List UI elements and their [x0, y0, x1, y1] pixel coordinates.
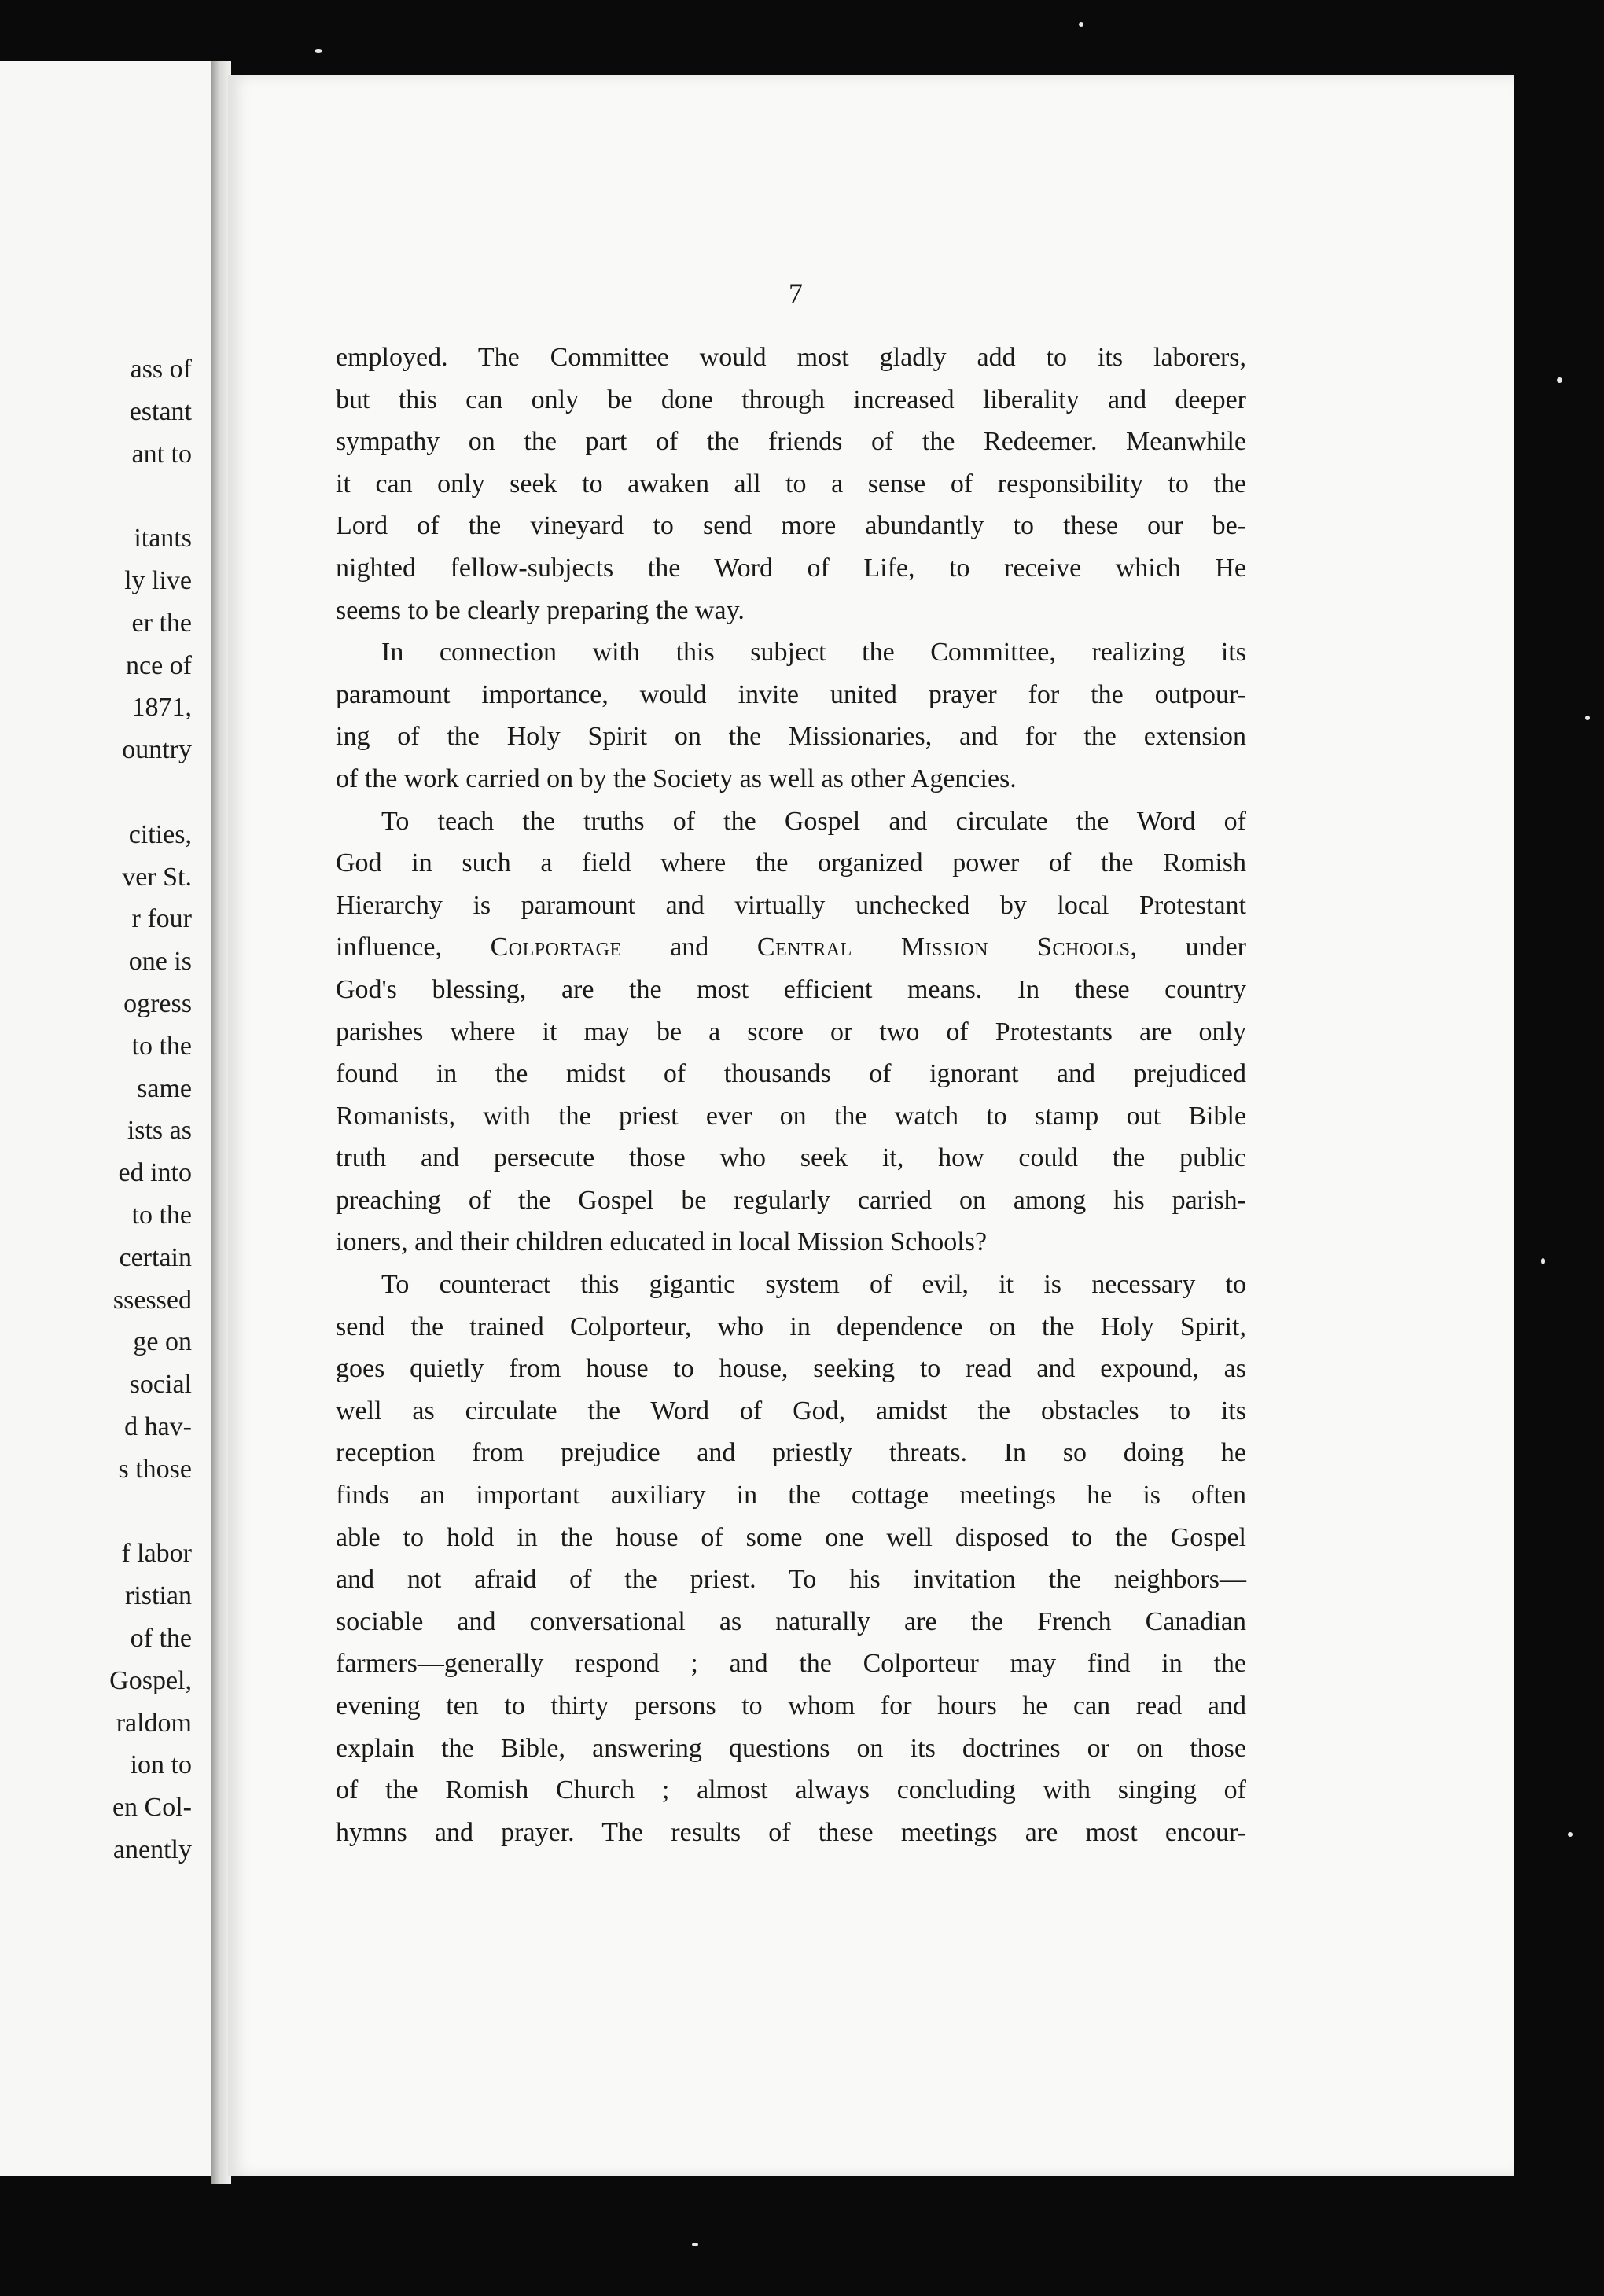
left-page-fragment: ly live [124, 566, 192, 595]
left-page-fragment: 1871, [131, 693, 192, 723]
text-segment: and [621, 933, 757, 962]
left-page-fragment: ion to [130, 1750, 192, 1780]
left-page-fragment: of the [130, 1624, 192, 1653]
left-page-fragment: ogress [123, 989, 192, 1018]
scan-speck [1585, 716, 1590, 720]
text-line: evening ten to thirty persons to whom for hours he can read and [336, 1691, 1246, 1720]
left-page-fragment: certain [119, 1242, 192, 1272]
left-page-fragment: ssessed [112, 1285, 192, 1315]
text-line: of the work carried on by the Society as well as other Agencies. [336, 763, 1017, 793]
text-line: sociable and conversational as naturally are the French Canadian [336, 1606, 1246, 1636]
text-line: of the Romish Church ; almost always concluding with singing of [336, 1775, 1246, 1805]
left-page-fragment: cities, [128, 819, 192, 849]
text-line: hymns and prayer. The results of these meetings are most encour- [336, 1817, 1246, 1847]
text-line: finds an important auxiliary in the cottage meetings he is often [336, 1481, 1246, 1510]
text-line: To teach the truths of the Gospel and circulate the Word of [381, 806, 1246, 836]
left-page-fragment: one is [128, 947, 192, 977]
scan-speck [1541, 1258, 1545, 1264]
left-page-fragment: raldom [116, 1708, 192, 1738]
left-page-fragment: ountry [122, 735, 192, 765]
left-page-fragment: ant to [131, 439, 192, 469]
text-line: able to hold in the house of some one well disposed to the Gospel [336, 1522, 1246, 1552]
text-line: it can only seek to awaken all to a sense of responsibility to the [336, 469, 1246, 499]
text-segment: , under [1130, 933, 1247, 962]
text-line: nighted fellow-subjects the Word of Life, to receive which He [336, 553, 1246, 583]
text-line: employed. The Committee would most gladly add to its laborers, [336, 343, 1246, 372]
text-line: send the trained Colporteur, who in dependence on the Holy Spirit, [336, 1312, 1246, 1341]
left-page-fragment: er the [131, 608, 192, 638]
text-line: preaching of the Gospel be regularly carried on among his parish- [336, 1185, 1246, 1215]
left-page-fragment: f labor [121, 1539, 192, 1569]
text-line: ioners, and their children educated in local Mission Schools? [336, 1227, 988, 1257]
left-page-fragment: d hav- [124, 1412, 192, 1441]
scan-speck [1568, 1832, 1573, 1837]
scan-speck [1079, 22, 1083, 27]
left-page-fragment: nce of [125, 650, 192, 680]
left-page-fragment: same [137, 1073, 192, 1103]
text-line: Lord of the vineyard to send more abundantly to these our be- [336, 511, 1246, 541]
text-line: sympathy on the part of the friends of the Redeemer. Meanwhile [336, 427, 1246, 457]
left-page-fragment: ver St. [122, 862, 192, 892]
text-line: reception from prejudice and priestly threats. In so doing he [336, 1438, 1246, 1468]
small-caps-text: Colportage [490, 933, 622, 962]
page-number: 7 [789, 278, 803, 309]
text-line: well as circulate the Word of God, amidst the obstacles to its [336, 1396, 1246, 1426]
left-page-fragment: anently [112, 1835, 192, 1864]
text-line: farmers—generally respond ; and the Colporteur may find in the [336, 1649, 1246, 1679]
scan-speck [1557, 377, 1562, 383]
text-segment: influence, [336, 933, 491, 962]
text-line: truth and persecute those who seek it, how could the public [336, 1143, 1246, 1173]
text-line: parishes where it may be a score or two of Protestants are only [336, 1017, 1246, 1047]
text-line: paramount importance, would invite united prayer for the outpour- [336, 679, 1246, 709]
scan-speck [315, 49, 322, 53]
left-page [0, 61, 214, 2176]
left-page-fragment: to the [131, 1031, 192, 1061]
text-line: In connection with this subject the Committee, realizing its [381, 638, 1246, 668]
left-page-fragment: itants [134, 524, 192, 554]
small-caps-text: Central Mission Schools [756, 933, 1131, 962]
left-page-fragment: ass of [130, 355, 192, 384]
left-page-fragment: ed into [118, 1158, 192, 1188]
text-line: God in such a field where the organized power of the Romish [336, 848, 1246, 878]
text-line: God's blessing, are the most efficient means. In these country [336, 974, 1246, 1004]
text-line: found in the midst of thousands of ignorant and prejudiced [336, 1059, 1246, 1089]
text-line: Romanists, with the priest ever on the watch to stamp out Bible [336, 1101, 1246, 1131]
text-line: seems to be clearly preparing the way. [336, 595, 745, 625]
left-page-fragment: ge on [133, 1327, 192, 1357]
left-page-fragment: r four [131, 904, 192, 934]
text-line: Hierarchy is paramount and virtually unchecked by local Protestant [336, 890, 1246, 920]
text-line: explain the Bible, answering questions on its doctrines or on those [336, 1733, 1246, 1763]
body-text [336, 337, 1246, 1853]
scan-speck [692, 2243, 698, 2246]
left-page-fragment: to the [131, 1201, 192, 1230]
text-line: goes quietly from house to house, seeking to read and expound, as [336, 1354, 1246, 1384]
left-page-fragment: Gospel, [109, 1665, 192, 1695]
left-page-fragment: social [129, 1370, 192, 1400]
text-line: and not afraid of the priest. To his invitation the neighbors— [336, 1565, 1246, 1595]
text-line: ing of the Holy Spirit on the Missionaries, and for the extension [336, 722, 1246, 752]
text-line [336, 926, 1246, 969]
left-page-fragment: en Col- [112, 1793, 192, 1823]
left-page-fragment: ists as [127, 1116, 192, 1146]
left-page-fragment: s those [118, 1454, 192, 1484]
left-page-fragment: ristian [125, 1581, 192, 1611]
text-line: but this can only be done through increased liberality and deeper [336, 385, 1246, 414]
left-page-fragment: estant [129, 396, 192, 426]
text-line: To counteract this gigantic system of evil, it is necessary to [381, 1270, 1246, 1300]
